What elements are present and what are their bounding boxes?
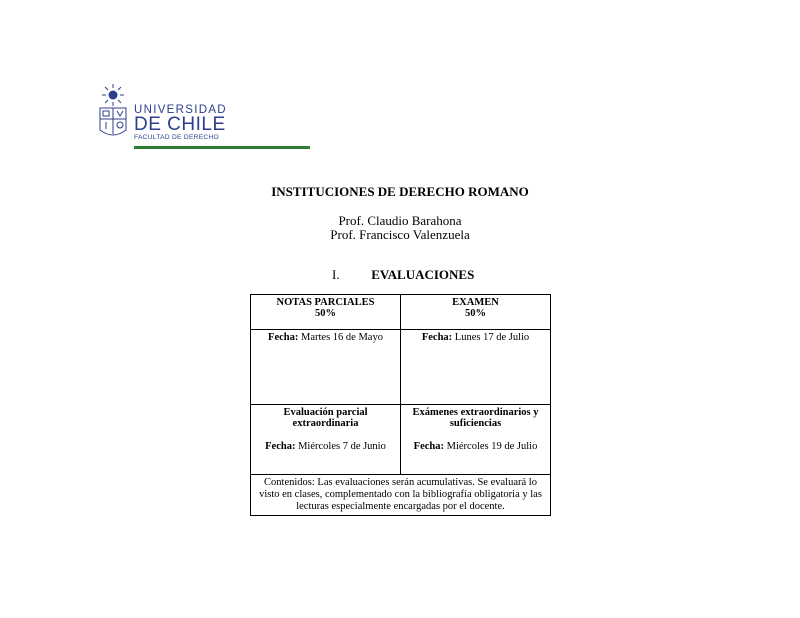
extra1-title-line1: Evaluación parcial [283, 407, 368, 418]
date-label: Fecha: [268, 332, 299, 343]
extra2-title-line1: Exámenes extraordinarios y [412, 407, 539, 418]
section-number: I. [332, 267, 340, 282]
notas-parciales-title: NOTAS PARCIALES [276, 297, 375, 308]
extra1-title-line2: extraordinaria [292, 418, 359, 429]
university-seal-icon [98, 82, 128, 140]
logo-line-de-chile: DE CHILE [134, 114, 226, 135]
cell-examenes-extraordinarios [401, 405, 551, 475]
cell-evaluacion-extraordinaria [251, 405, 401, 475]
date-value: Martes 16 de Mayo [298, 332, 383, 343]
date-value: Lunes 17 de Julio [452, 332, 530, 343]
logo-line-university: UNIVERSIDAD [134, 104, 227, 116]
evaluations-table [250, 294, 551, 516]
section-name: EVALUACIONES [371, 267, 475, 282]
section-heading [332, 267, 474, 283]
professor-2: Prof. Francisco Valenzuela [330, 227, 470, 242]
extra2-title-line2: suficiencias [449, 418, 502, 429]
logo-green-rule [134, 146, 310, 149]
cell-contenidos: Contenidos: Las evaluaciones serán acumulativas. Se evaluará lo visto en clases, complementado con la bibliografía obligatoria y las lecturas especialmente encargadas por el docente. [251, 475, 551, 516]
professor-1: Prof. Claudio Barahona [338, 213, 462, 228]
cell-notas-parciales-date [251, 330, 401, 405]
cell-examen-date [401, 330, 551, 405]
logo-line-faculty: FACULTAD DE DERECHO [134, 134, 219, 141]
date-value: Miércoles 19 de Julio [444, 441, 538, 452]
date-label: Fecha: [421, 332, 453, 343]
cell-examen-header [401, 295, 551, 330]
cell-notas-parciales-header [251, 295, 401, 330]
date-label: Fecha: [265, 441, 296, 452]
university-logo [98, 82, 227, 144]
examen-percent: 50% [465, 308, 486, 319]
examen-title: EXAMEN [452, 297, 499, 308]
date-label: Fecha: [413, 441, 444, 452]
date-value: Miércoles 7 de Junio [295, 441, 386, 452]
notas-parciales-percent: 50% [315, 308, 336, 319]
course-title: INSTITUCIONES DE DERECHO ROMANO [271, 184, 529, 199]
